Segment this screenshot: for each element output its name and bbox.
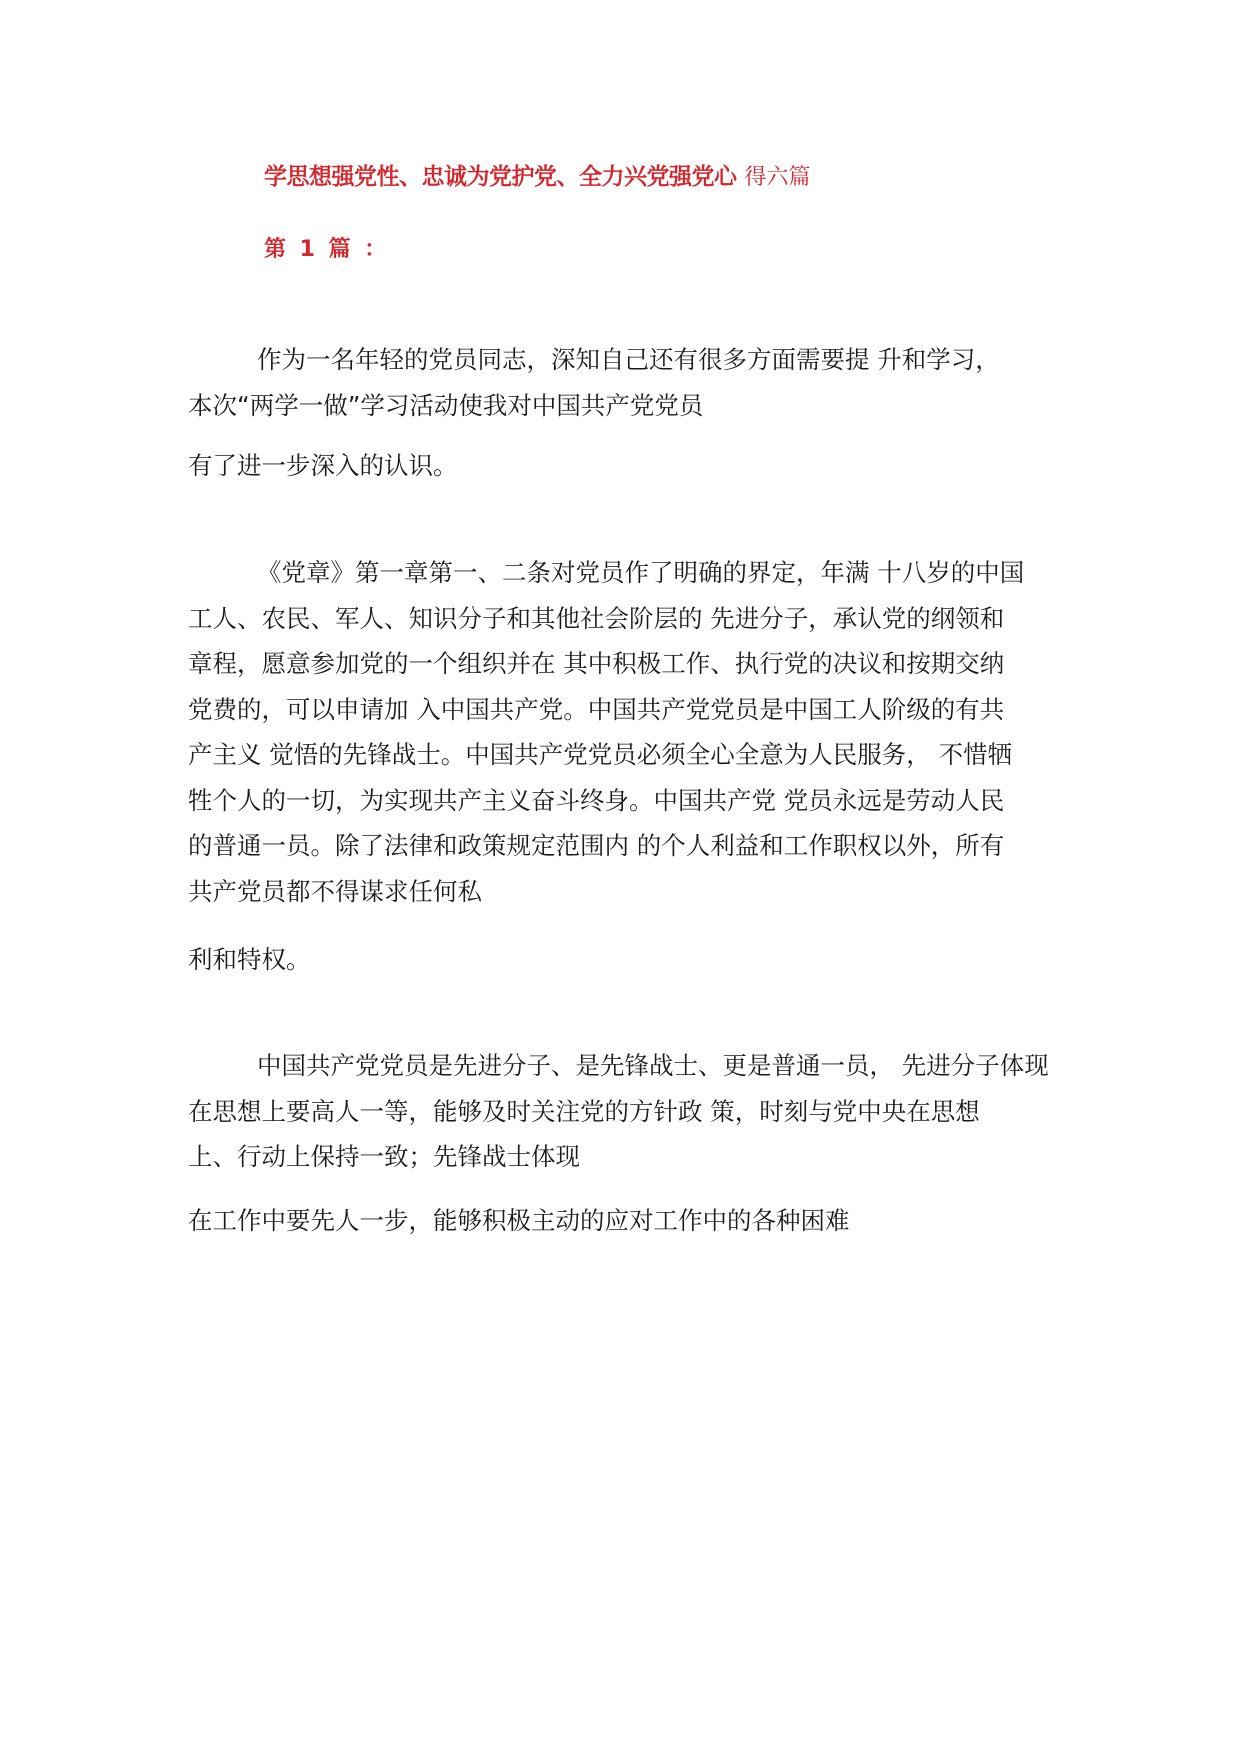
paragraph-line: 中国共产党党员是先进分子、是先锋战士、更是普通一员， 先进分子体现: [257, 1051, 1049, 1080]
chapter-heading: 第 1 篇 ：: [264, 237, 390, 262]
paragraph-line: 牲个人的一切，为实现共产主义奋斗终身。中国共产党 党员永远是劳动人民: [188, 785, 1005, 815]
paragraph-line: 作为一名年轻的党员同志，深知自己还有很多方面需要提 升和学习，: [257, 345, 1000, 374]
paragraph-2: [188, 443, 1068, 489]
paragraph-line: 利和特权。: [188, 945, 311, 974]
paragraph-1: [188, 337, 1068, 428]
paragraph-6: [188, 1198, 1068, 1244]
document-title: [264, 158, 811, 191]
paragraph-line: 在思想上要高人一等，能够及时关注党的方针政 策，时刻与党中央在思想: [188, 1096, 980, 1126]
paragraph-5: [188, 1043, 1068, 1180]
paragraph-line: 工人、农民、军人、知识分子和其他社会阶层的 先进分子，承认党的纲领和: [188, 603, 1005, 633]
paragraph-line: 在工作中要先人一步，能够积极主动的应对工作中的各种困难: [188, 1206, 850, 1235]
paragraph-line: 《党章》第一章第一、二条对党员作了明确的界定，年满 十八岁的中国: [257, 558, 1025, 587]
title-suffix: 得六篇: [744, 165, 811, 190]
paragraph-line: 党费的，可以申请加 入中国共产党。中国共产党党员是中国工人阶级的有共: [188, 694, 1005, 724]
paragraph-4: [188, 937, 1068, 983]
paragraph-3: [188, 550, 1068, 914]
title-main: 学思想强党性、忠诚为党护党、全力兴党强党心: [264, 164, 737, 190]
paragraph-line: 产主义 觉悟的先锋战士。中国共产党党员必须全心全意为人民服务， 不惜牺: [188, 740, 1013, 769]
paragraph-line: 有了进一步深入的认识。: [188, 451, 458, 480]
paragraph-line: 上、行动上保持一致；先锋战士体现: [188, 1142, 580, 1171]
paragraph-line: 本次“两学一做”学习活动使我对中国共产党党员: [188, 390, 704, 420]
paragraph-line: 的普通一员。除了法律和政策规定范围内 的个人利益和工作职权以外，所有: [188, 831, 1005, 860]
paragraph-line: 共产党员都不得谋求任何私: [188, 876, 482, 906]
paragraph-line: 章程，愿意参加党的一个组织并在 其中积极工作、执行党的决议和按期交纳: [188, 649, 1005, 678]
